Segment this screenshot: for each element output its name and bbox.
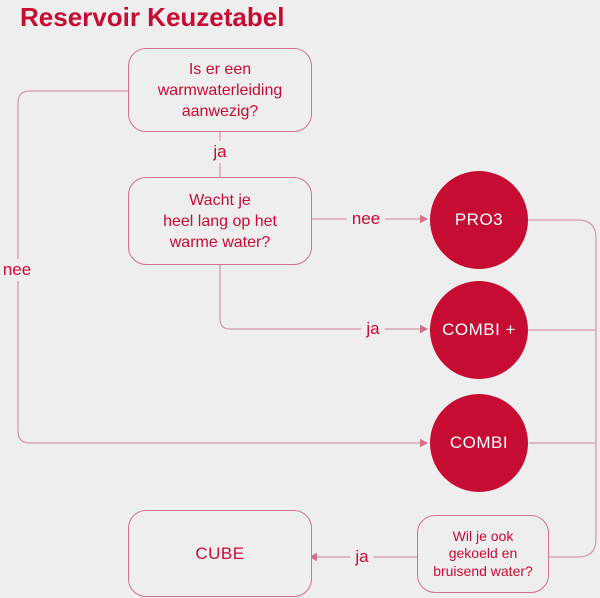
arrowhead-combi-icon [420, 439, 428, 447]
decision-box-gekoeld-bruisend [417, 515, 549, 593]
decision-box-line: warme water? [169, 233, 271, 251]
decision-box-line: aanwezig? [181, 102, 259, 120]
edge-label-nee-pro3: nee [347, 208, 385, 230]
decision-box-line: Wacht je [189, 191, 251, 209]
result-circle-pro3 [430, 171, 528, 269]
decision-box-line: bruisend water? [433, 562, 533, 579]
decision-box-line: warmwaterleiding [157, 81, 283, 99]
result-circle-label: COMBI + [442, 320, 516, 339]
edge-label-nee-left: nee [0, 259, 34, 281]
connector-q2-combiplus [220, 263, 420, 329]
edge-label-ja-cube: ja [350, 546, 373, 568]
result-box-label: CUBE [195, 544, 245, 563]
result-circle-label: COMBI [449, 433, 509, 452]
edge-label-ja-combiplus: ja [361, 318, 384, 340]
arrowhead-combiplus-icon [420, 325, 428, 333]
decision-box-line: gekoeld en [448, 545, 518, 562]
arrowhead-pro3-icon [420, 215, 428, 223]
decision-box-warmwater-aanwezig [128, 48, 312, 132]
result-box-cube [128, 510, 312, 597]
connector-circles-collector [528, 220, 596, 557]
edge-label-ja-q1-q2: ja [208, 141, 231, 163]
decision-box-line: heel lang op het [163, 212, 277, 230]
result-circle-combiplus [430, 281, 528, 379]
decision-box-wachttijd [128, 177, 312, 265]
decision-box-line: Wil je ook [452, 527, 514, 544]
decision-box-line: Is er een [188, 60, 252, 78]
result-circle-combi [430, 394, 528, 492]
result-circle-label: PRO3 [454, 210, 504, 229]
page-title: Reservoir Keuzetabel [20, 2, 285, 32]
